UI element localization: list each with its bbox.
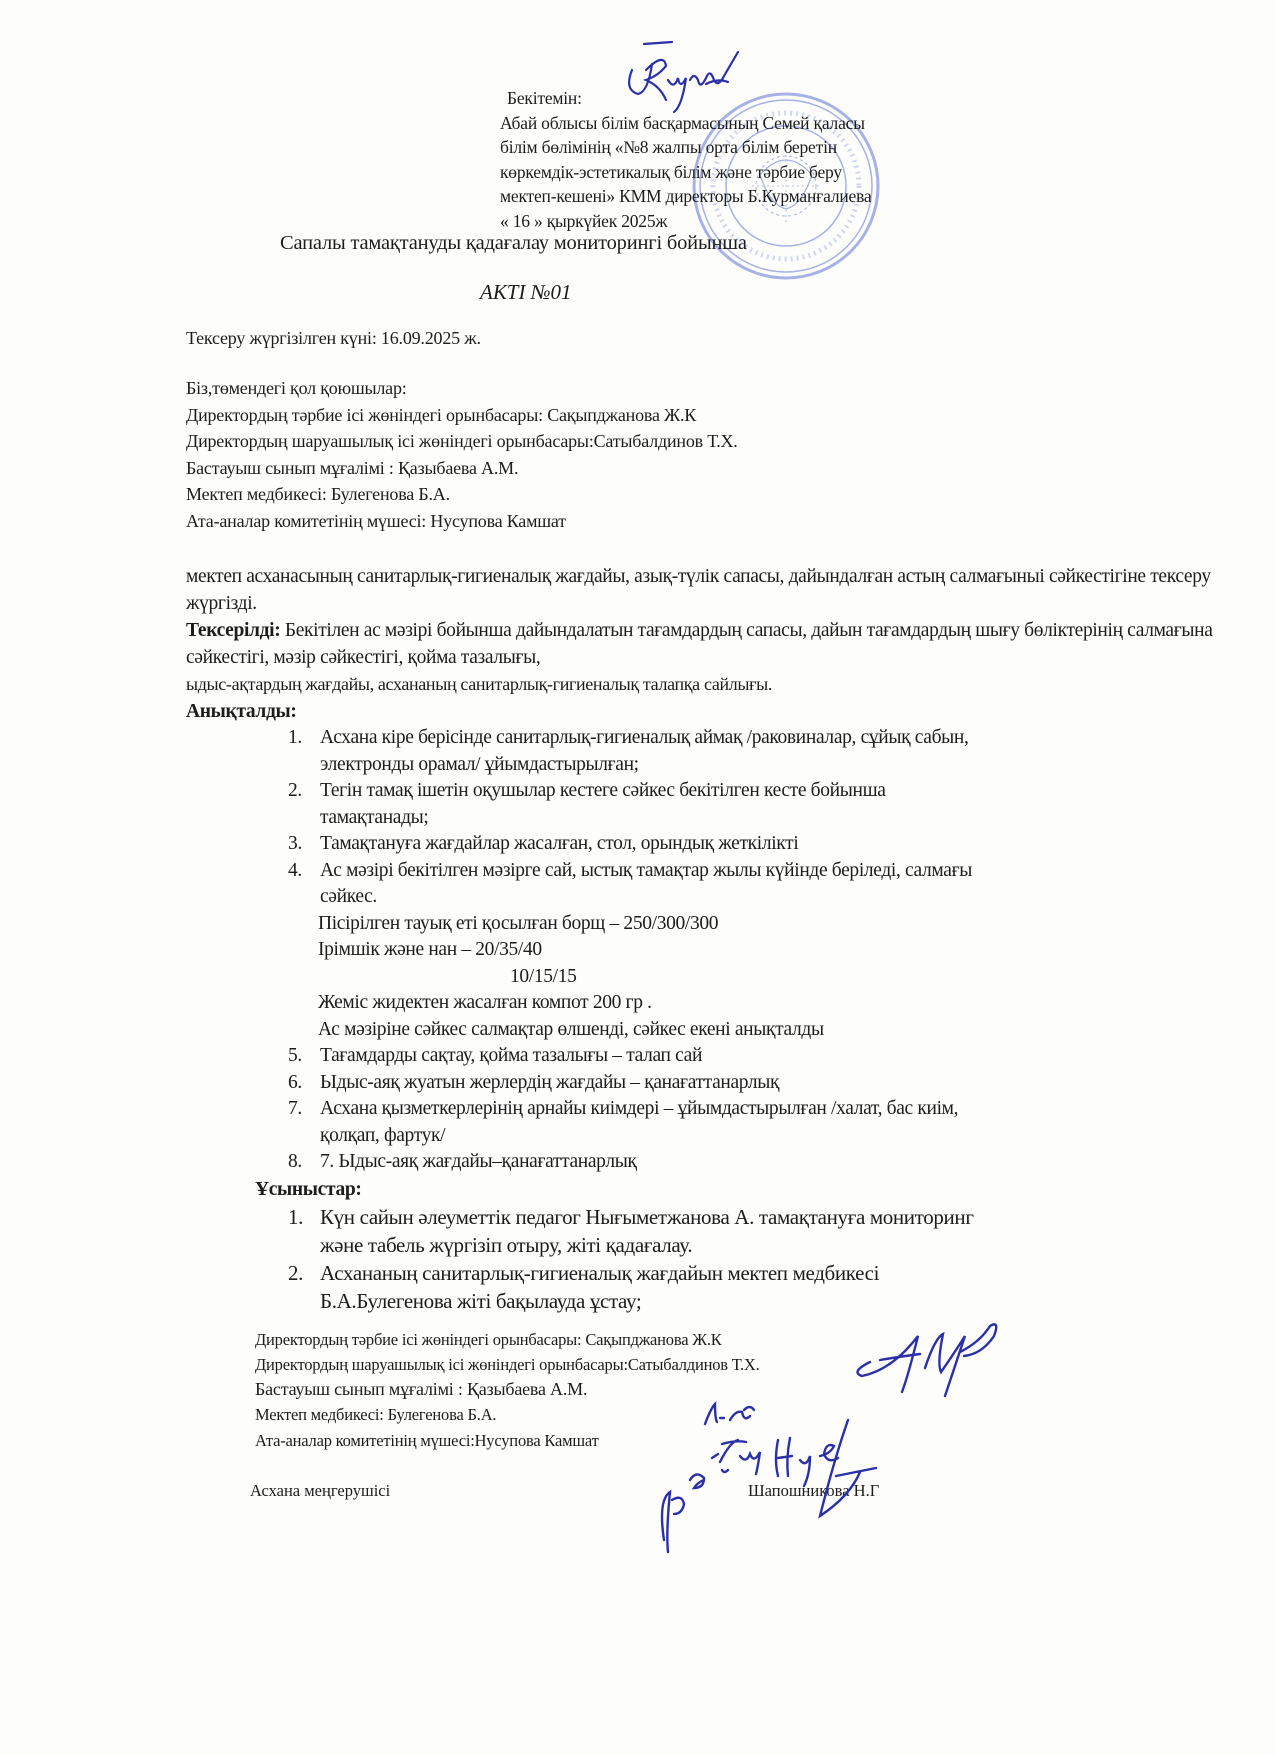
participant: Бастауыш сынып мұғалімі : Қазыбаева А.М. xyxy=(186,457,519,478)
checked-label: Тексерілді: xyxy=(186,620,281,641)
list-item: 8. 7. Ыдыс-аяқ жағдайы–қанағаттанарлық xyxy=(288,1151,637,1172)
signers-block xyxy=(255,1327,1256,1453)
checked-text: Бекітілен ас мәзірі бойынша дайындалатын тағамдардың сапасы, дайын тағамдардың шығу бөліктерінің салмағына сәйкестігі, мәзір сәйкестігі, қойма тазалығы, xyxy=(186,620,1213,668)
signer: Мектеп медбикесі: Булегенова Б.А. xyxy=(255,1405,497,1425)
act-number: АКТІ №01 xyxy=(480,280,572,304)
signer: Ата-аналар комитетінің мүшесі:Нусупова Камшат xyxy=(255,1430,599,1450)
list-item: 2. Тегін тамақ ішетін оқушылар кестеге сәйкес бекітілген кесте бойынша тамақтанады; xyxy=(288,780,886,828)
checked-text-continued: ыдыс-ақтардың жағдайы, асхананың санитарлық-гигиеналық талапқа сайлығы. xyxy=(186,674,773,694)
recommendations-label: Ұсыныстар: xyxy=(255,1178,362,1200)
weight-line: Ас мәзіріне сәйкес салмақтар өлшенді, сәйкес екені анықталды xyxy=(318,1018,824,1040)
found-list-continued xyxy=(186,1043,1256,1176)
approval-line: мектеп-кешені» КММ директоры Б.Курманғалиева xyxy=(500,186,872,206)
participants-intro: Біз,төмендегі қол қоюшылар: xyxy=(186,378,407,398)
approval-date: « 16 » қыркүйек 2025ж xyxy=(500,210,668,231)
approval-line: көркемдік-эстетикалық білім және тәрбие беру xyxy=(500,161,842,182)
main-body xyxy=(186,563,1256,1501)
list-item: 7. Асхана қызметкерлерінің арнайы киімдері – ұйымдастырылған /халат, бас киім, қолқап, фартук/ xyxy=(288,1098,959,1146)
participant: Мектеп медбикесі: Булегенова Б.А. xyxy=(186,484,450,504)
document-title: Сапалы тамақтануды қадағалау мониторингі бойынша xyxy=(280,232,747,254)
approval-heading: Бекітемін: xyxy=(507,88,582,108)
participant: Ата-аналар комитетінің мүшесі: Нусупова Камшат xyxy=(186,510,566,531)
approval-line: Абай облысы білім басқармасының Семей қаласы xyxy=(500,112,865,133)
weight-line: 10/15/15 xyxy=(510,965,577,987)
signer: Директордың шаруашылық ісі жөніндегі орынбасары:Сатыбалдинов Т.Х. xyxy=(255,1354,760,1374)
list-item: 1. Асхана кіре берісінде санитарлық-гигиеналық аймақ /раковиналар, сұйық сабын, электронды орамал/ ұйымдастырылған; xyxy=(288,727,969,775)
list-item: 3. Тамақтануға жағдайлар жасалған, стол, орындық жеткілікті xyxy=(288,833,799,854)
weight-line: Ірімшік және нан – 20/35/40 xyxy=(318,939,542,960)
footer-row xyxy=(186,1477,1256,1501)
footer-role: Асхана меңгерушісі xyxy=(250,1480,391,1500)
portion-weights xyxy=(186,911,1256,1044)
signer: Директордың тәрбие ісі жөніндегі орынбасары: Сақыпджанова Ж.К xyxy=(255,1329,722,1349)
participants-block xyxy=(186,375,738,534)
weight-line: Пісірілген тауық еті қосылған борщ – 250/300/300 xyxy=(318,912,719,934)
found-label: Анықталды: xyxy=(186,701,297,722)
recommendations-list xyxy=(186,1203,1256,1315)
inspection-date: Тексеру жүргізілген күні: 16.09.2025 ж. xyxy=(186,328,481,348)
checked-paragraph xyxy=(186,617,1246,671)
participant: Директордың тәрбие ісі жөніндегі орынбасары: Сақыпджанова Ж.К xyxy=(186,404,697,425)
approval-line: білім бөлімінің «№8 жалпы орта білім беретін xyxy=(500,137,837,157)
list-item: 4. Ас мәзірі бекітілген мәзірге сай, ыстық тамақтар жылы күйінде беріледі, салмағы сәйкес. xyxy=(288,859,972,907)
found-list xyxy=(186,725,1256,911)
list-item: 2. Асхананың санитарлық-гигиеналық жағдайын мектеп медбикесі Б.А.Булегенова жіті бақылауда ұстау; xyxy=(288,1260,880,1313)
list-item: 5. Тағамдарды сақтау, қойма тазалығы – талап сай xyxy=(288,1045,703,1066)
list-item: 1. Күн сайын әлеуметтік педагог Нығыметжанова А. тамақтануға мониторинг және табель жүргізіп отыру, жіті қадағалау. xyxy=(288,1204,974,1257)
approval-block xyxy=(500,86,872,233)
footer-name: Шапошникова Н.Г xyxy=(748,1480,880,1500)
intro-paragraph: мектеп асханасының санитарлық-гигиеналық жағдайы, азық-түлік сапасы, дайындалған астың салмағыныі сәйкестігіне тексеру жүргізді. xyxy=(186,566,1211,614)
participant: Директордың шаруашылық ісі жөніндегі орынбасары:Сатыбалдинов Т.Х. xyxy=(186,431,738,451)
list-item: 6. Ыдыс-аяқ жуатын жерлердің жағдайы – қанағаттанарлық xyxy=(288,1071,780,1093)
weight-line: Жеміс жидектен жасалған компот 200 гр . xyxy=(318,992,652,1013)
signer: Бастауыш сынып мұғалімі : Қазыбаева А.М. xyxy=(255,1379,588,1400)
